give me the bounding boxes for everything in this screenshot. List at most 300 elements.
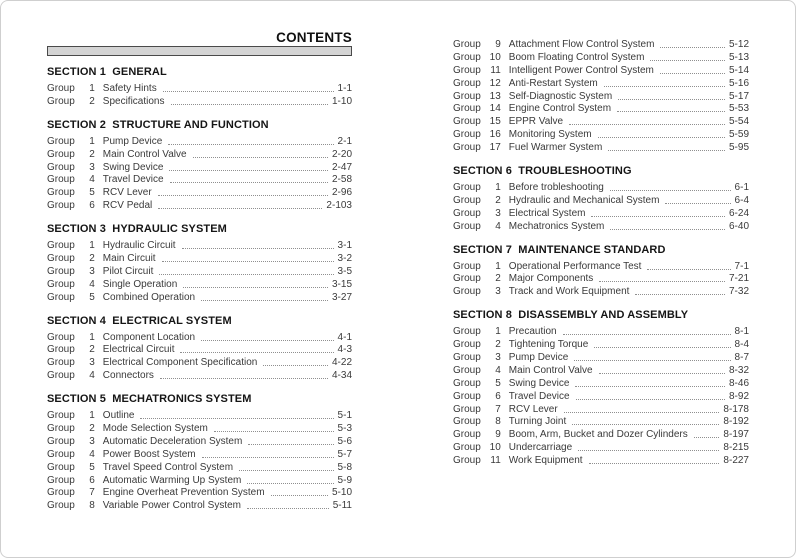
toc-entry-row <box>47 436 352 449</box>
dot-leader <box>564 412 720 413</box>
group-number: 2 <box>495 273 501 285</box>
entry-page-number: 4-1 <box>337 331 352 343</box>
entry-page-number: 5-7 <box>337 448 352 460</box>
group-label: Group <box>47 370 75 382</box>
group-label: Group <box>47 148 75 160</box>
entry-page-number: 5-1 <box>337 410 352 422</box>
group-label: Group <box>47 461 75 473</box>
entry-page-number: 8-197 <box>723 429 749 441</box>
group-number: 2 <box>89 253 95 265</box>
toc-entry-row <box>453 78 749 91</box>
entry-page-number: 1-1 <box>337 83 352 94</box>
entry-title: Travel Speed Control System <box>102 461 234 473</box>
entry-page-number: 8-32 <box>728 364 749 376</box>
toc-entry-row <box>453 142 749 155</box>
dot-leader <box>171 104 328 105</box>
entry-page-number: 5-13 <box>728 51 749 63</box>
entry-page-number: 7-21 <box>728 273 749 285</box>
dot-leader <box>617 111 725 112</box>
group-label: Group <box>453 339 481 351</box>
entry-page-number: 3-2 <box>337 253 352 265</box>
entry-title: Main Control Valve <box>102 148 187 160</box>
toc-entry-row <box>47 410 352 423</box>
section-heading: SECTION 2 STRUCTURE AND FUNCTION <box>47 118 269 131</box>
entry-title: Major Components <box>508 273 594 285</box>
group-number: 3 <box>495 352 501 364</box>
group-label: Group <box>453 403 481 415</box>
toc-entry-row <box>453 429 749 442</box>
dot-leader <box>589 463 720 464</box>
entry-page-number: 8-46 <box>728 377 749 389</box>
group-number: 3 <box>89 357 95 369</box>
dot-leader <box>608 150 725 151</box>
group-number: 2 <box>495 194 501 206</box>
dot-leader <box>263 365 328 366</box>
dot-leader <box>159 274 333 275</box>
dot-leader <box>599 281 725 282</box>
group-number: 3 <box>495 286 501 298</box>
entry-title: Component Location <box>102 331 196 343</box>
group-number: 11 <box>490 455 501 467</box>
dot-leader <box>660 73 725 74</box>
group-number: 4 <box>495 364 501 376</box>
group-number: 1 <box>89 331 95 343</box>
dot-leader <box>574 360 730 361</box>
toc-entry-row <box>453 195 749 208</box>
dot-leader <box>610 190 731 191</box>
group-label: Group <box>47 240 75 252</box>
group-number: 2 <box>495 339 501 351</box>
toc-entry-row <box>47 149 352 162</box>
group-number: 3 <box>89 265 95 277</box>
group-number: 1 <box>89 410 95 422</box>
entry-title: Fuel Warmer System <box>508 142 603 154</box>
toc-entry-row <box>47 449 352 462</box>
entry-page-number: 5-8 <box>337 461 352 473</box>
dot-leader <box>618 99 725 100</box>
group-number: 2 <box>89 423 95 435</box>
toc-blocks-right <box>453 39 749 468</box>
entry-title: Attachment Flow Control System <box>508 39 655 50</box>
group-label: Group <box>47 83 75 94</box>
entry-title: Undercarriage <box>508 442 573 454</box>
toc-entry-row <box>47 162 352 175</box>
dot-leader <box>650 60 725 61</box>
dot-leader <box>201 340 333 341</box>
entry-page-number: 2-96 <box>331 187 352 199</box>
group-number: 6 <box>89 200 95 212</box>
toc-entry-row <box>47 357 352 370</box>
entry-page-number: 5-6 <box>337 435 352 447</box>
entry-title: Self-Diagnostic System <box>508 90 613 102</box>
group-number: 6 <box>495 390 501 402</box>
group-number: 5 <box>89 187 95 199</box>
entry-page-number: 5-9 <box>337 474 352 486</box>
dot-leader <box>214 431 334 432</box>
toc-entry-row <box>47 475 352 488</box>
dot-leader <box>694 437 720 438</box>
toc-entry-row <box>47 332 352 345</box>
entry-title: Boom, Arm, Bucket and Dozer Cylinders <box>508 429 688 441</box>
group-label: Group <box>453 442 481 454</box>
toc-entry-row <box>453 391 749 404</box>
group-number: 5 <box>495 377 501 389</box>
group-label: Group <box>47 291 75 303</box>
entry-page-number: 5-12 <box>728 39 749 50</box>
entry-page-number: 8-178 <box>723 403 749 415</box>
toc-entry-row <box>453 416 749 429</box>
group-label: Group <box>453 90 481 102</box>
entry-title: RCV Lever <box>102 187 152 199</box>
entry-page-number: 5-59 <box>728 129 749 141</box>
entry-title: RCV Pedal <box>102 200 153 212</box>
entry-page-number: 6-4 <box>734 194 749 206</box>
entry-page-number: 4-22 <box>331 357 352 369</box>
dot-leader <box>578 450 719 451</box>
entry-title: EPPR Valve <box>508 116 564 128</box>
toc-entry-row <box>453 208 749 221</box>
group-label: Group <box>47 187 75 199</box>
toc-entry-row <box>47 136 352 149</box>
section-heading: SECTION 3 HYDRAULIC SYSTEM <box>47 223 227 236</box>
group-label: Group <box>47 423 75 435</box>
entry-title: Pilot Circuit <box>102 265 154 277</box>
entry-title: Tightening Torque <box>508 339 589 351</box>
dot-leader <box>248 444 333 445</box>
dot-leader <box>594 347 730 348</box>
group-label: Group <box>47 161 75 173</box>
group-number: 8 <box>89 500 95 512</box>
entry-title: Automatic Warming Up System <box>102 474 242 486</box>
group-number: 2 <box>89 344 95 356</box>
group-number: 2 <box>89 95 95 107</box>
entry-title: Combined Operation <box>102 291 196 303</box>
dot-leader <box>610 229 725 230</box>
entry-title: Hydraulic Circuit <box>102 240 176 252</box>
dot-leader <box>635 294 725 295</box>
toc-entry-row <box>47 187 352 200</box>
toc-entry-row <box>47 279 352 292</box>
group-number: 3 <box>495 207 501 219</box>
group-label: Group <box>453 455 481 467</box>
toc-entry-row <box>453 91 749 104</box>
toc-entry-row <box>453 326 749 339</box>
dot-leader <box>647 269 730 270</box>
toc-entry-row <box>47 423 352 436</box>
entry-page-number: 2-1 <box>337 135 352 147</box>
entry-page-number: 8-92 <box>728 390 749 402</box>
section-heading: SECTION 1 GENERAL <box>47 66 167 78</box>
dot-leader <box>202 457 334 458</box>
toc-entry-row <box>47 174 352 187</box>
entry-title: Automatic Deceleration System <box>102 435 243 447</box>
group-label: Group <box>453 116 481 128</box>
entry-page-number: 7-1 <box>734 260 749 272</box>
group-label: Group <box>47 357 75 369</box>
entry-title: Monitoring System <box>508 129 592 141</box>
entry-title: Before trobleshooting <box>508 182 604 194</box>
dot-leader <box>599 373 725 374</box>
group-number: 3 <box>89 161 95 173</box>
group-label: Group <box>47 448 75 460</box>
group-label: Group <box>453 260 481 272</box>
dot-leader <box>572 424 719 425</box>
toc-entry-row <box>47 487 352 500</box>
group-label: Group <box>453 326 481 338</box>
toc-entry-row <box>453 352 749 365</box>
group-number: 4 <box>495 220 501 232</box>
group-number: 4 <box>89 278 95 290</box>
entry-page-number: 6-40 <box>728 220 749 232</box>
toc-entry-row <box>47 344 352 357</box>
toc-entry-row <box>453 116 749 129</box>
group-number: 1 <box>89 240 95 252</box>
entry-title: Safety Hints <box>102 83 157 94</box>
group-label: Group <box>47 500 75 512</box>
title-underline-bar <box>47 46 352 56</box>
group-number: 1 <box>89 83 95 94</box>
dot-leader <box>660 47 725 48</box>
group-label: Group <box>47 410 75 422</box>
toc-entry-row <box>453 339 749 352</box>
toc-entry-row <box>47 83 352 96</box>
entry-page-number: 2-103 <box>326 200 352 212</box>
dot-leader <box>158 208 322 209</box>
group-label: Group <box>453 129 481 141</box>
group-number: 12 <box>489 77 501 89</box>
entry-title: Track and Work Equipment <box>508 286 630 298</box>
group-number: 5 <box>89 461 95 473</box>
toc-entry-row <box>453 221 749 234</box>
group-number: 10 <box>489 51 501 63</box>
toc-entry-row <box>453 52 749 65</box>
group-label: Group <box>47 253 75 265</box>
group-number: 4 <box>89 174 95 186</box>
entry-page-number: 4-34 <box>331 370 352 382</box>
entry-page-number: 5-10 <box>331 487 352 499</box>
group-label: Group <box>453 39 481 50</box>
entry-page-number: 5-3 <box>337 423 352 435</box>
group-label: Group <box>453 364 481 376</box>
group-label: Group <box>453 429 481 441</box>
group-label: Group <box>453 194 481 206</box>
group-number: 4 <box>89 370 95 382</box>
group-number: 6 <box>89 474 95 486</box>
dot-leader <box>271 495 328 496</box>
entry-title: Single Operation <box>102 278 178 290</box>
entry-page-number: 5-95 <box>728 142 749 154</box>
entry-title: Operational Performance Test <box>508 260 642 272</box>
toc-column-left <box>47 30 352 513</box>
dot-leader <box>591 216 725 217</box>
entry-page-number: 3-1 <box>337 240 352 252</box>
entry-page-number: 5-54 <box>728 116 749 128</box>
toc-entry-row <box>453 404 749 417</box>
dot-leader <box>201 300 328 301</box>
dot-leader <box>182 248 334 249</box>
group-number: 1 <box>495 326 501 338</box>
group-number: 2 <box>89 148 95 160</box>
group-number: 1 <box>495 260 501 272</box>
group-label: Group <box>453 377 481 389</box>
group-number: 17 <box>489 142 501 154</box>
toc-entry-row <box>453 261 749 274</box>
toc-entry-row <box>47 240 352 253</box>
group-label: Group <box>453 64 481 76</box>
entry-title: Main Circuit <box>102 253 156 265</box>
entry-title: Variable Power Control System <box>102 500 241 512</box>
group-number: 10 <box>489 442 501 454</box>
entry-title: RCV Lever <box>508 403 558 415</box>
entry-title: Swing Device <box>508 377 570 389</box>
toc-entry-row <box>453 129 749 142</box>
entry-page-number: 5-11 <box>332 500 352 512</box>
group-number: 14 <box>489 103 501 115</box>
dot-leader <box>575 386 725 387</box>
entry-page-number: 8-7 <box>734 352 749 364</box>
group-label: Group <box>453 390 481 402</box>
dot-leader <box>563 334 731 335</box>
entry-page-number: 2-58 <box>331 174 352 186</box>
dot-leader <box>576 399 725 400</box>
toc-entry-row <box>453 286 749 299</box>
toc-entry-row <box>453 273 749 286</box>
entry-page-number: 4-3 <box>337 344 352 356</box>
entry-page-number: 5-14 <box>728 64 749 76</box>
group-number: 7 <box>495 403 501 415</box>
entry-page-number: 8-215 <box>723 442 749 454</box>
entry-title: Anti-Restart System <box>508 77 598 89</box>
toc-entry-row <box>47 253 352 266</box>
entry-title: Swing Device <box>102 161 164 173</box>
group-number: 3 <box>89 435 95 447</box>
group-label: Group <box>453 182 481 194</box>
toc-blocks-left <box>47 66 352 513</box>
group-label: Group <box>47 435 75 447</box>
entry-title: Hydraulic and Mechanical System <box>508 194 660 206</box>
entry-page-number: 3-15 <box>331 278 352 290</box>
entry-page-number: 6-24 <box>728 207 749 219</box>
group-label: Group <box>47 135 75 147</box>
dot-leader <box>569 124 725 125</box>
group-label: Group <box>453 273 481 285</box>
entry-title: Main Control Valve <box>508 364 593 376</box>
group-label: Group <box>47 265 75 277</box>
dot-leader <box>158 195 328 196</box>
toc-entry-row <box>453 455 749 468</box>
entry-title: Electrical System <box>508 207 586 219</box>
entry-page-number: 8-227 <box>723 455 749 467</box>
entry-title: Travel Device <box>102 174 164 186</box>
entry-page-number: 8-4 <box>734 339 749 351</box>
group-number: 8 <box>495 416 501 428</box>
dot-leader <box>170 182 328 183</box>
entry-title: Mode Selection System <box>102 423 208 435</box>
entry-title: Pump Device <box>102 135 163 147</box>
entry-title: Electrical Circuit <box>102 344 175 356</box>
toc-entry-row <box>453 182 749 195</box>
dot-leader <box>604 86 725 87</box>
dot-leader <box>247 508 329 509</box>
group-number: 11 <box>490 64 501 76</box>
group-label: Group <box>47 200 75 212</box>
dot-leader <box>239 470 334 471</box>
toc-entry-row <box>47 370 352 383</box>
group-label: Group <box>47 278 75 290</box>
group-label: Group <box>453 220 481 232</box>
toc-entry-row <box>47 96 352 109</box>
group-number: 9 <box>495 39 501 50</box>
group-number: 1 <box>89 135 95 147</box>
entry-page-number: 3-5 <box>337 265 352 277</box>
entry-title: Power Boost System <box>102 448 196 460</box>
entry-page-number: 7-32 <box>728 286 749 298</box>
entry-page-number: 2-20 <box>331 148 352 160</box>
group-label: Group <box>453 142 481 154</box>
entry-title: Turning Joint <box>508 416 567 428</box>
group-label: Group <box>47 474 75 486</box>
toc-entry-row <box>47 500 352 513</box>
dot-leader <box>247 483 333 484</box>
toc-entry-row <box>453 365 749 378</box>
entry-title: Precaution <box>508 326 557 338</box>
group-number: 7 <box>89 487 95 499</box>
group-label: Group <box>453 286 481 298</box>
group-label: Group <box>453 207 481 219</box>
group-number: 15 <box>489 116 501 128</box>
entry-page-number: 2-47 <box>331 161 352 173</box>
group-label: Group <box>453 51 481 63</box>
toc-column-right <box>453 39 749 468</box>
entry-page-number: 5-53 <box>728 103 749 115</box>
group-label: Group <box>47 344 75 356</box>
dot-leader <box>163 91 334 92</box>
group-label: Group <box>453 103 481 115</box>
entry-title: Travel Device <box>508 390 570 402</box>
entry-page-number: 3-27 <box>331 291 352 303</box>
section-heading: SECTION 7 MAINTENANCE STANDARD <box>453 243 666 256</box>
entry-page-number: 6-1 <box>734 182 749 194</box>
group-number: 16 <box>489 129 501 141</box>
toc-entry-row <box>47 266 352 279</box>
group-number: 1 <box>495 182 501 194</box>
dot-leader <box>193 157 328 158</box>
group-number: 5 <box>89 291 95 303</box>
section-heading: SECTION 4 ELECTRICAL SYSTEM <box>47 314 232 327</box>
entry-title: Mechatronics System <box>508 220 605 232</box>
entry-page-number: 8-192 <box>723 416 749 428</box>
group-label: Group <box>47 95 75 107</box>
group-label: Group <box>47 331 75 343</box>
group-label: Group <box>453 77 481 89</box>
toc-entry-row <box>47 462 352 475</box>
entry-title: Boom Floating Control System <box>508 51 645 63</box>
group-label: Group <box>453 352 481 364</box>
toc-entry-row <box>453 65 749 78</box>
section-heading: SECTION 8 DISASSEMBLY AND ASSEMBLY <box>453 309 689 322</box>
page-title: CONTENTS <box>276 30 352 45</box>
dot-leader <box>169 170 328 171</box>
dot-leader <box>160 378 328 379</box>
dot-leader <box>140 418 333 419</box>
dot-leader <box>598 137 725 138</box>
dot-leader <box>180 352 333 353</box>
section-heading: SECTION 5 MECHATRONICS SYSTEM <box>47 393 252 406</box>
entry-page-number: 1-10 <box>331 95 352 107</box>
group-number: 9 <box>495 429 501 441</box>
toc-entry-row <box>453 378 749 391</box>
toc-entry-row <box>453 103 749 116</box>
